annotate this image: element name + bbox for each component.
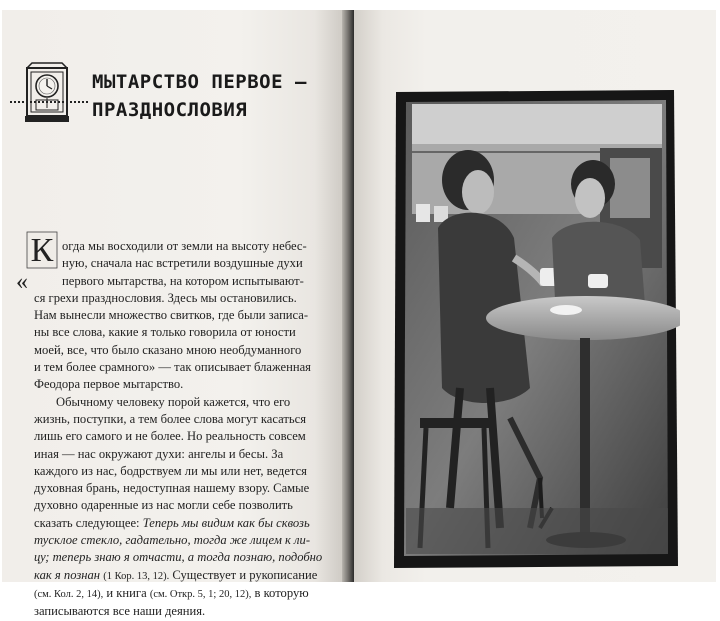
text-line: каждого из нас, бодрствуем ли мы или нет, ведется — [34, 463, 307, 478]
chapter-title-line1: МЫТАРСТВО ПЕРВОЕ — — [92, 71, 307, 93]
scripture-quote: Теперь мы видим как бы сквозь — [142, 515, 310, 530]
scripture-reference: (см. Кол. 2, 14), — [34, 588, 104, 600]
text-line: жизнь, поступки, а тем более слова могут касаться — [34, 411, 306, 426]
text-line: ную, сначала нас встретили воздушные духи — [62, 256, 303, 271]
text-line: (см. Кол. 2, 14), и книга (см. Откр. 5, 1; 20, 12), в которую — [34, 585, 309, 600]
text-line: иная — нас окружают духи: ангелы и бесы. За — [34, 446, 284, 461]
text-line: и тем более срамного» — так описывает блаженная — [34, 360, 311, 375]
body-text — [34, 238, 338, 621]
text-line: ны все слова, какие я только говорила от юности — [34, 325, 296, 340]
text-line: духовно одаренные из нас могли себе позволить — [34, 498, 293, 513]
two-women-cafe-photo — [390, 88, 680, 570]
text-line: записываются все наши деяния. — [34, 604, 206, 619]
paragraph-1 — [56, 238, 338, 290]
text-line: как я познан (1 Кор. 13, 12). Существует и рукописание — [34, 567, 318, 582]
text-line: Обычному человеку порой кажется, что его — [56, 394, 291, 409]
book-gutter — [342, 10, 354, 582]
text-line: лишь его самого и не более. Но реальность совсем — [34, 429, 306, 444]
scripture-quote: тусклое стекло, гадательно, тогда же лицем к ли- — [34, 533, 311, 548]
chapter-title — [92, 68, 342, 124]
text-line: духовная брань, недоступная нашему взору. Самые — [34, 481, 310, 496]
paragraph-2 — [34, 394, 338, 621]
text-line: ся грехи празднословия. Здесь мы остановились. — [34, 290, 297, 305]
header-dotted-rule — [10, 101, 88, 103]
mantel-clock-icon — [24, 62, 70, 124]
drop-cap-letter: К — [30, 232, 54, 269]
scripture-quote: цу; теперь знаю я отчасти, а тогда познаю, подобно — [34, 550, 323, 565]
chapter-title-line2: ПРАЗДНОСЛОВИЯ — [92, 99, 248, 121]
text-line: Нам вынесли множество свитков, где были записа- — [34, 308, 309, 323]
scripture-reference: (1 Кор. 13, 12). — [103, 570, 170, 582]
open-quote-mark: « — [16, 269, 28, 295]
text-line: сказать следующее: Теперь мы видим как бы сквозь — [34, 515, 310, 530]
text-line: первого мытарства, на котором испытывают- — [62, 273, 304, 288]
text-line: моей, все, что было сказано мною необдуманного — [34, 342, 302, 357]
paragraph-1-cont — [34, 290, 338, 394]
scripture-reference: (см. Откр. 5, 1; 20, 12), — [149, 588, 252, 600]
text-line: Феодора первое мытарство. — [34, 377, 184, 392]
book-spread — [2, 10, 716, 619]
drop-cap — [24, 230, 60, 270]
text-line: огда мы восходили от земли на высоту небес- — [62, 239, 307, 253]
